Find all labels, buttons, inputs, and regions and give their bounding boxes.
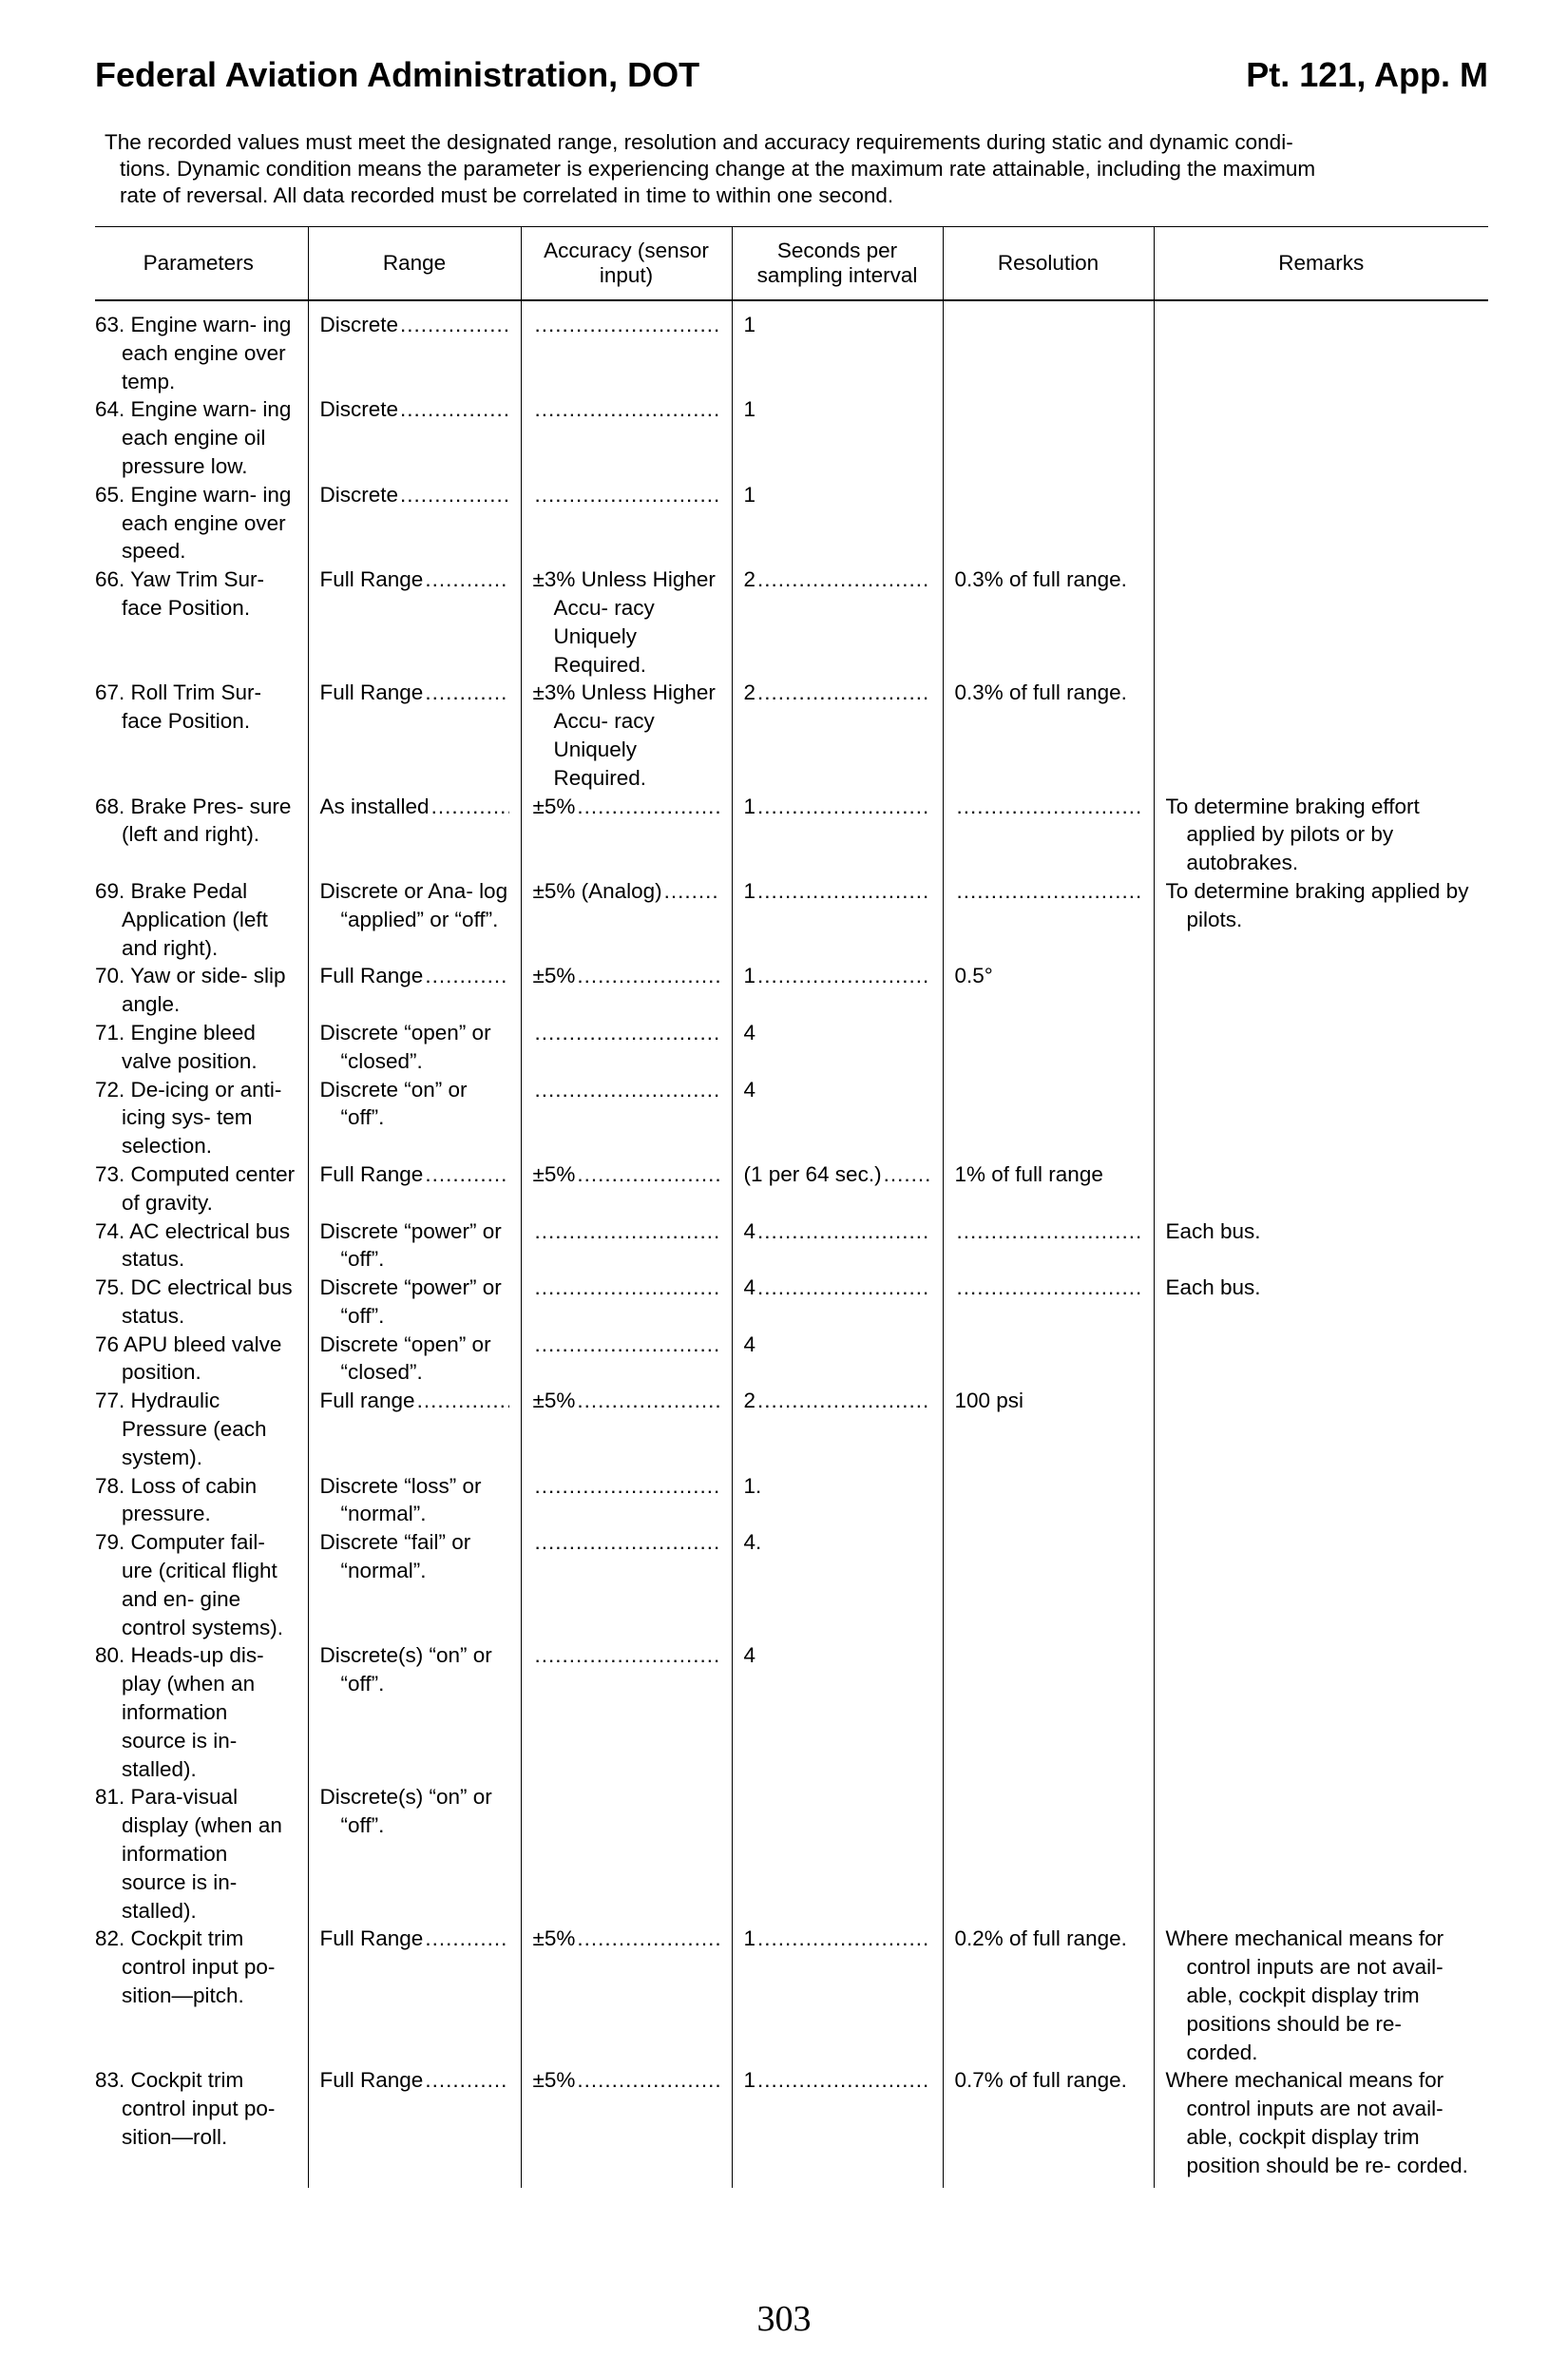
cell-text: 1 xyxy=(743,397,756,422)
dot-leader xyxy=(757,962,930,990)
cell-text: 1 xyxy=(743,2068,756,2093)
cell-accuracy xyxy=(521,300,732,395)
parameter-name: 81. Para-visual display (when an information source is in- stalled). xyxy=(95,1785,282,1923)
cell-text: As installed xyxy=(319,794,430,818)
cell-resolution xyxy=(943,793,1154,877)
dot-leader xyxy=(577,1387,719,1415)
dot-leader xyxy=(577,1160,719,1189)
cell-param xyxy=(95,877,308,962)
dot-leader xyxy=(535,311,720,339)
cell-remarks xyxy=(1154,1472,1488,1529)
cell-range xyxy=(308,481,521,565)
dot-leader xyxy=(664,877,720,906)
cell-seconds xyxy=(732,962,943,1019)
cell-text: 1 xyxy=(743,1926,756,1951)
table-row xyxy=(95,1217,1488,1274)
cell-resolution xyxy=(943,1925,1154,2066)
cell-range xyxy=(308,1160,521,1217)
cell-seconds xyxy=(732,565,943,679)
cell-resolution xyxy=(943,565,1154,679)
table-row xyxy=(95,1331,1488,1388)
remarks-text: Where mechanical means for control inputs are not avail- able, cockpit display trim position should be re- corded. xyxy=(1165,2068,1468,2177)
cell-accuracy xyxy=(521,1472,732,1529)
cell-param xyxy=(95,1019,308,1076)
cell-param xyxy=(95,565,308,679)
dot-leader xyxy=(757,1274,930,1302)
cell-range xyxy=(308,1925,521,2066)
cell-param xyxy=(95,1472,308,1529)
cell-text: Discrete(s) “on” or “off”. xyxy=(319,1785,492,1838)
cell-text: Discrete “power” or “off”. xyxy=(319,1275,502,1328)
cell-text: ±5% xyxy=(532,964,576,988)
parameter-name: 75. DC electrical bus status. xyxy=(95,1275,293,1328)
cell-text: 1 xyxy=(743,878,756,903)
cell-text: Full Range xyxy=(319,1161,424,1186)
intro-line: tions. Dynamic condition means the parameter is experiencing change at the maximum rate attainable, including the maximum xyxy=(120,157,1316,181)
dot-leader xyxy=(757,1925,930,1953)
cell-seconds xyxy=(732,481,943,565)
dot-leader xyxy=(757,877,930,906)
table-header-row xyxy=(95,227,1488,301)
cell-param xyxy=(95,1783,308,1925)
dot-leader xyxy=(535,1331,720,1359)
cell-text: 4 xyxy=(743,1275,756,1300)
dot-leader xyxy=(757,565,930,594)
cell-param xyxy=(95,2066,308,2187)
dot-leader xyxy=(757,2066,930,2095)
cell-accuracy xyxy=(521,1783,732,1925)
table-row xyxy=(95,481,1488,565)
cell-range xyxy=(308,1274,521,1331)
parameter-name: 78. Loss of cabin pressure. xyxy=(95,1473,258,1526)
cell-seconds xyxy=(732,1528,943,1641)
cell-seconds xyxy=(732,1925,943,2066)
cell-resolution xyxy=(943,679,1154,792)
table-row xyxy=(95,2066,1488,2187)
cell-resolution xyxy=(943,1783,1154,1925)
part-title: Pt. 121, App. M xyxy=(1246,55,1488,94)
cell-range xyxy=(308,1641,521,1783)
cell-param xyxy=(95,1076,308,1160)
page-number: 303 xyxy=(756,2299,812,2339)
cell-text: 4 xyxy=(743,1077,756,1102)
table-row xyxy=(95,1925,1488,2066)
cell-seconds xyxy=(732,1472,943,1529)
cell-text: Discrete xyxy=(319,397,399,422)
cell-accuracy xyxy=(521,962,732,1019)
cell-text: ±5% xyxy=(532,2068,576,2093)
cell-accuracy xyxy=(521,481,732,565)
cell-text: 1 xyxy=(743,964,756,988)
cell-range xyxy=(308,793,521,877)
cell-param xyxy=(95,1274,308,1331)
cell-resolution xyxy=(943,1472,1154,1529)
table-row xyxy=(95,1387,1488,1471)
cell-remarks xyxy=(1154,1641,1488,1783)
cell-text: 0.3% of full range. xyxy=(954,680,1127,705)
cell-accuracy xyxy=(521,679,732,792)
cell-text: 4 xyxy=(743,1643,756,1668)
dot-leader xyxy=(757,1387,930,1415)
cell-text: Full Range xyxy=(319,2068,424,2093)
cell-param xyxy=(95,1217,308,1274)
cell-resolution xyxy=(943,962,1154,1019)
cell-remarks xyxy=(1154,1019,1488,1076)
dot-leader xyxy=(957,793,1142,821)
cell-text: 4 xyxy=(743,1020,756,1044)
dot-leader xyxy=(577,2066,719,2095)
cell-range xyxy=(308,1472,521,1529)
parameter-name: 79. Computer fail- ure (critical flight and en- gine control systems). xyxy=(95,1530,284,1639)
table-row xyxy=(95,1641,1488,1783)
table-row xyxy=(95,1160,1488,1217)
cell-param xyxy=(95,1925,308,2066)
table-row xyxy=(95,1472,1488,1529)
cell-range xyxy=(308,1019,521,1076)
table-row xyxy=(95,1783,1488,1925)
column-header: Range xyxy=(308,227,521,301)
parameter-name: 67. Roll Trim Sur- face Position. xyxy=(95,680,262,734)
cell-param xyxy=(95,481,308,565)
cell-text: Discrete “power” or “off”. xyxy=(319,1218,502,1272)
dot-leader xyxy=(577,793,719,821)
cell-accuracy xyxy=(521,1019,732,1076)
cell-accuracy xyxy=(521,1217,732,1274)
table-row xyxy=(95,1019,1488,1076)
cell-range xyxy=(308,679,521,792)
cell-range xyxy=(308,300,521,395)
parameter-name: 71. Engine bleed valve position. xyxy=(95,1020,258,1073)
cell-remarks xyxy=(1154,962,1488,1019)
dot-leader xyxy=(400,395,508,424)
cell-remarks xyxy=(1154,1387,1488,1471)
cell-remarks xyxy=(1154,1783,1488,1925)
cell-resolution xyxy=(943,1217,1154,1274)
dot-leader xyxy=(535,1019,720,1047)
cell-resolution xyxy=(943,1160,1154,1217)
cell-resolution xyxy=(943,1641,1154,1783)
table-row xyxy=(95,1528,1488,1641)
cell-text: ±3% Unless Higher Accu- racy Uniquely Required. xyxy=(532,567,716,677)
cell-text: Discrete “on” or “off”. xyxy=(319,1077,468,1130)
table-row xyxy=(95,962,1488,1019)
table-row xyxy=(95,793,1488,877)
cell-text: Discrete “open” or “closed”. xyxy=(319,1332,491,1385)
cell-param xyxy=(95,1641,308,1783)
cell-remarks xyxy=(1154,1076,1488,1160)
cell-text: ±5% xyxy=(532,794,576,818)
parameter-name: 64. Engine warn- ing each engine oil pressure low. xyxy=(95,397,292,478)
cell-text: ±3% Unless Higher Accu- racy Uniquely Required. xyxy=(532,680,716,790)
parameter-name: 83. Cockpit trim control input po- sition—roll. xyxy=(95,2068,276,2149)
dot-leader xyxy=(535,395,720,424)
column-header: Resolution xyxy=(943,227,1154,301)
cell-param xyxy=(95,1528,308,1641)
cell-accuracy xyxy=(521,565,732,679)
cell-text: 4. xyxy=(743,1530,762,1555)
cell-range xyxy=(308,565,521,679)
dot-leader xyxy=(535,1076,720,1104)
cell-text: Full Range xyxy=(319,1926,424,1951)
cell-text: ±5% xyxy=(532,1389,576,1413)
cell-text: 1 xyxy=(743,794,756,818)
cell-range xyxy=(308,1783,521,1925)
column-header: Remarks xyxy=(1154,227,1488,301)
dot-leader xyxy=(400,481,508,509)
cell-text: ±5% xyxy=(532,1161,576,1186)
cell-text: 0.2% of full range. xyxy=(954,1926,1127,1951)
parameter-name: 77. Hydraulic Pressure (each system). xyxy=(95,1389,267,1469)
table-row xyxy=(95,1076,1488,1160)
cell-resolution xyxy=(943,1331,1154,1388)
parameter-name: 68. Brake Pres- sure (left and right). xyxy=(95,794,292,847)
intro-line: The recorded values must meet the designated range, resolution and accuracy requirements during static and dynamic condi- xyxy=(105,130,1293,154)
remarks-text: Where mechanical means for control inputs are not avail- able, cockpit display trim positions should be re- corded. xyxy=(1165,1926,1444,2064)
cell-seconds xyxy=(732,1076,943,1160)
dot-leader xyxy=(577,1925,719,1953)
cell-accuracy xyxy=(521,1528,732,1641)
cell-resolution xyxy=(943,1019,1154,1076)
cell-range xyxy=(308,962,521,1019)
cell-text: 1% of full range xyxy=(954,1161,1103,1186)
cell-remarks xyxy=(1154,2066,1488,2187)
cell-text: 1 xyxy=(743,482,756,507)
cell-remarks xyxy=(1154,1528,1488,1641)
dot-leader xyxy=(425,962,508,990)
cell-param xyxy=(95,793,308,877)
cell-text: Full Range xyxy=(319,567,424,592)
running-header xyxy=(95,55,1488,97)
cell-accuracy xyxy=(521,1274,732,1331)
dot-leader xyxy=(757,1217,930,1246)
remarks-text: To determine braking effort applied by pilots or by autobrakes. xyxy=(1165,794,1420,875)
column-header: Parameters xyxy=(95,227,308,301)
remarks-text: Each bus. xyxy=(1165,1218,1261,1243)
cell-param xyxy=(95,679,308,792)
cell-text: Full Range xyxy=(319,680,424,705)
cell-resolution xyxy=(943,1076,1154,1160)
cell-accuracy xyxy=(521,1076,732,1160)
agency-title: Federal Aviation Administration, DOT xyxy=(95,55,700,94)
remarks-text: To determine braking applied by pilots. xyxy=(1165,878,1469,931)
cell-resolution xyxy=(943,1528,1154,1641)
column-header: Seconds per sampling interval xyxy=(732,227,943,301)
dot-leader xyxy=(957,1274,1142,1302)
cell-text: Discrete “loss” or “normal”. xyxy=(319,1473,482,1526)
parameter-name: 66. Yaw Trim Sur- face Position. xyxy=(95,567,264,620)
cell-seconds xyxy=(732,1331,943,1388)
remarks-text: Each bus. xyxy=(1165,1275,1261,1300)
cell-seconds xyxy=(732,300,943,395)
cell-seconds xyxy=(732,877,943,962)
cell-text: (1 per 64 sec.) xyxy=(743,1161,882,1186)
dot-leader xyxy=(957,1217,1142,1246)
cell-seconds xyxy=(732,1783,943,1925)
table-row xyxy=(95,565,1488,679)
parameter-name: 65. Engine warn- ing each engine over speed. xyxy=(95,482,292,564)
dot-leader xyxy=(535,1274,720,1302)
dot-leader xyxy=(535,1217,720,1246)
cell-text: Full range xyxy=(319,1389,415,1413)
cell-seconds xyxy=(732,793,943,877)
dot-leader xyxy=(425,565,508,594)
cell-text: 100 psi xyxy=(954,1389,1024,1413)
cell-seconds xyxy=(732,679,943,792)
dot-leader xyxy=(535,1472,720,1501)
cell-resolution xyxy=(943,2066,1154,2187)
parameter-name: 80. Heads-up dis- play (when an information source is in- stalled). xyxy=(95,1643,264,1781)
cell-accuracy xyxy=(521,1387,732,1471)
dot-leader xyxy=(535,1641,720,1670)
cell-seconds xyxy=(732,1217,943,1274)
cell-text: Discrete “open” or “closed”. xyxy=(319,1020,491,1073)
parameter-name: 69. Brake Pedal Application (left and right). xyxy=(95,878,268,960)
cell-resolution xyxy=(943,877,1154,962)
cell-remarks xyxy=(1154,877,1488,962)
cell-text: Discrete xyxy=(319,313,399,336)
dot-leader xyxy=(425,679,508,707)
parameter-name: 63. Engine warn- ing each engine over temp. xyxy=(95,313,292,393)
cell-text: 1 xyxy=(743,313,756,336)
parameters-table xyxy=(95,226,1488,2188)
table-row xyxy=(95,679,1488,792)
parameter-name: 70. Yaw or side- slip angle. xyxy=(95,964,286,1017)
table-row xyxy=(95,1274,1488,1331)
parameter-name: 76 APU bleed valve position. xyxy=(95,1332,282,1385)
cell-text: 4 xyxy=(743,1218,756,1243)
cell-accuracy xyxy=(521,1641,732,1783)
dot-leader xyxy=(425,2066,508,2095)
cell-accuracy xyxy=(521,395,732,480)
cell-remarks xyxy=(1154,679,1488,792)
cell-remarks xyxy=(1154,481,1488,565)
cell-text: ±5% (Analog) xyxy=(532,878,662,903)
cell-resolution xyxy=(943,481,1154,565)
cell-text: Discrete or Ana- log “applied” or “off”. xyxy=(319,878,508,931)
dot-leader xyxy=(535,481,720,509)
cell-param xyxy=(95,1160,308,1217)
parameter-name: 82. Cockpit trim control input po- sition—pitch. xyxy=(95,1926,276,2008)
cell-range xyxy=(308,1076,521,1160)
cell-remarks xyxy=(1154,300,1488,395)
dot-leader xyxy=(417,1387,509,1415)
cell-seconds xyxy=(732,1387,943,1471)
parameter-name: 72. De-icing or anti-icing sys- tem selection. xyxy=(95,1077,282,1159)
dot-leader xyxy=(884,1160,931,1189)
cell-accuracy xyxy=(521,793,732,877)
parameter-name: 73. Computed center of gravity. xyxy=(95,1161,296,1215)
cell-accuracy xyxy=(521,1160,732,1217)
cell-remarks xyxy=(1154,1925,1488,2066)
cell-range xyxy=(308,1331,521,1388)
cell-remarks xyxy=(1154,1217,1488,1274)
cell-text: 0.5° xyxy=(954,964,993,988)
dot-leader xyxy=(577,962,719,990)
table-row xyxy=(95,395,1488,480)
cell-remarks xyxy=(1154,565,1488,679)
cell-resolution xyxy=(943,1387,1154,1471)
cell-text: Discrete “fail” or “normal”. xyxy=(319,1530,471,1583)
cell-param xyxy=(95,962,308,1019)
cell-text: 1. xyxy=(743,1473,762,1498)
cell-accuracy xyxy=(521,1925,732,2066)
cell-range xyxy=(308,877,521,962)
cell-range xyxy=(308,1387,521,1471)
cell-text: 0.3% of full range. xyxy=(954,567,1127,592)
cell-text: Discrete xyxy=(319,482,399,507)
dot-leader xyxy=(757,679,930,707)
dot-leader xyxy=(425,1160,508,1189)
cell-seconds xyxy=(732,1019,943,1076)
cell-text: Discrete(s) “on” or “off”. xyxy=(319,1643,492,1696)
cell-accuracy xyxy=(521,877,732,962)
cell-text: Full Range xyxy=(319,964,424,988)
cell-remarks xyxy=(1154,1274,1488,1331)
parameter-name: 74. AC electrical bus status. xyxy=(95,1218,291,1272)
cell-seconds xyxy=(732,1274,943,1331)
dot-leader xyxy=(400,311,508,339)
cell-text: 0.7% of full range. xyxy=(954,2068,1127,2093)
intro-paragraph xyxy=(105,129,1488,209)
cell-remarks xyxy=(1154,1331,1488,1388)
cell-remarks xyxy=(1154,793,1488,877)
cell-param xyxy=(95,1387,308,1471)
dot-leader xyxy=(431,793,509,821)
cell-param xyxy=(95,300,308,395)
intro-line: rate of reversal. All data recorded must be correlated in time to within one second. xyxy=(120,183,894,207)
cell-range xyxy=(308,395,521,480)
cell-resolution xyxy=(943,395,1154,480)
cell-remarks xyxy=(1154,1160,1488,1217)
cell-text: 2 xyxy=(743,680,756,705)
table-row xyxy=(95,300,1488,395)
cell-range xyxy=(308,2066,521,2187)
dot-leader xyxy=(425,1925,508,1953)
cell-accuracy xyxy=(521,2066,732,2187)
dot-leader xyxy=(957,877,1142,906)
column-header: Accuracy (sensor input) xyxy=(521,227,732,301)
cell-text: ±5% xyxy=(532,1926,576,1951)
dot-leader xyxy=(757,793,930,821)
cell-resolution xyxy=(943,1274,1154,1331)
cell-text: 4 xyxy=(743,1332,756,1356)
cell-seconds xyxy=(732,2066,943,2187)
cell-param xyxy=(95,1331,308,1388)
table-row xyxy=(95,877,1488,962)
cell-range xyxy=(308,1217,521,1274)
cell-seconds xyxy=(732,1641,943,1783)
cell-text: 2 xyxy=(743,567,756,592)
dot-leader xyxy=(535,1528,720,1557)
table-body xyxy=(95,300,1488,2188)
cell-remarks xyxy=(1154,395,1488,480)
cell-accuracy xyxy=(521,1331,732,1388)
cell-text: 2 xyxy=(743,1389,756,1413)
cell-resolution xyxy=(943,300,1154,395)
cell-seconds xyxy=(732,395,943,480)
cell-range xyxy=(308,1528,521,1641)
cell-param xyxy=(95,395,308,480)
cell-seconds xyxy=(732,1160,943,1217)
